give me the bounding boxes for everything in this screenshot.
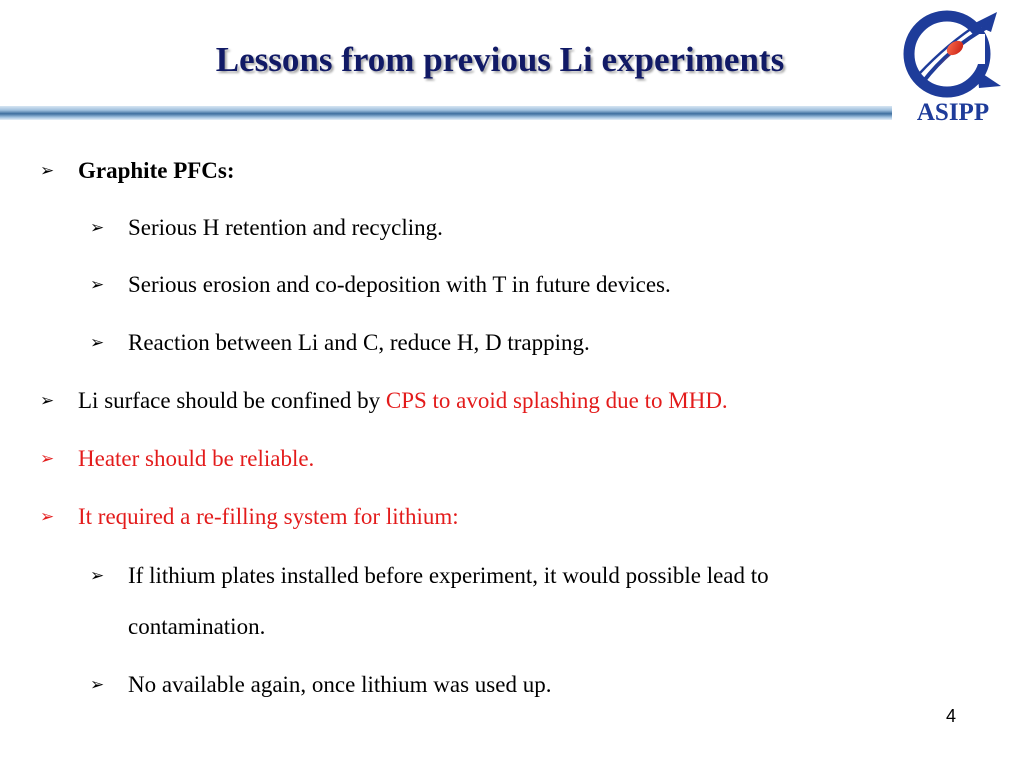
list-item — [90, 270, 671, 300]
arrow-bullet-icon: ➢ — [40, 391, 55, 411]
list-item-continuation — [128, 612, 265, 642]
arrow-bullet-icon: ➢ — [90, 675, 105, 695]
list-item — [90, 328, 590, 358]
arrow-bullet-icon: ➢ — [90, 275, 105, 295]
list-item-text: Li surface should be confined by — [78, 388, 386, 413]
slide-title: Lessons from previous Li experiments — [215, 40, 785, 79]
logo-text: ASIPP — [916, 99, 990, 126]
list-item-text: Heater should be reliable. — [78, 446, 315, 471]
arrow-bullet-icon: ➢ — [90, 333, 105, 353]
page-number: 4 — [946, 706, 957, 726]
list-item-text: If lithium plates installed before experiment, it would possible lead to — [128, 563, 769, 588]
list-item-highlight: CPS to avoid splashing due to MHD. — [385, 388, 728, 413]
list-item — [40, 156, 235, 186]
list-item — [90, 670, 552, 700]
asipp-logo-icon — [893, 4, 1013, 100]
title-divider — [0, 106, 892, 120]
list-item-text: Serious H retention and recycling. — [128, 215, 443, 240]
list-item — [90, 561, 769, 591]
list-item — [40, 386, 728, 416]
list-item-text: Serious erosion and co-deposition with T in future devices. — [128, 272, 671, 297]
arrow-bullet-icon: ➢ — [40, 449, 55, 469]
arrow-bullet-icon: ➢ — [40, 507, 55, 527]
list-item-text: It required a re-filling system for lithium: — [78, 504, 459, 529]
arrow-bullet-icon: ➢ — [40, 161, 55, 181]
arrow-bullet-icon: ➢ — [90, 218, 105, 238]
list-item-text: No available again, once lithium was used up. — [128, 672, 552, 697]
asipp-logo — [893, 4, 1013, 132]
list-item — [40, 502, 459, 532]
arrow-bullet-icon: ➢ — [90, 566, 105, 586]
list-item-text: contamination. — [128, 614, 266, 639]
list-item — [90, 213, 443, 243]
list-item-text: Graphite PFCs: — [78, 158, 235, 183]
list-item-text: Reaction between Li and C, reduce H, D trapping. — [128, 330, 590, 355]
list-item — [40, 444, 315, 474]
